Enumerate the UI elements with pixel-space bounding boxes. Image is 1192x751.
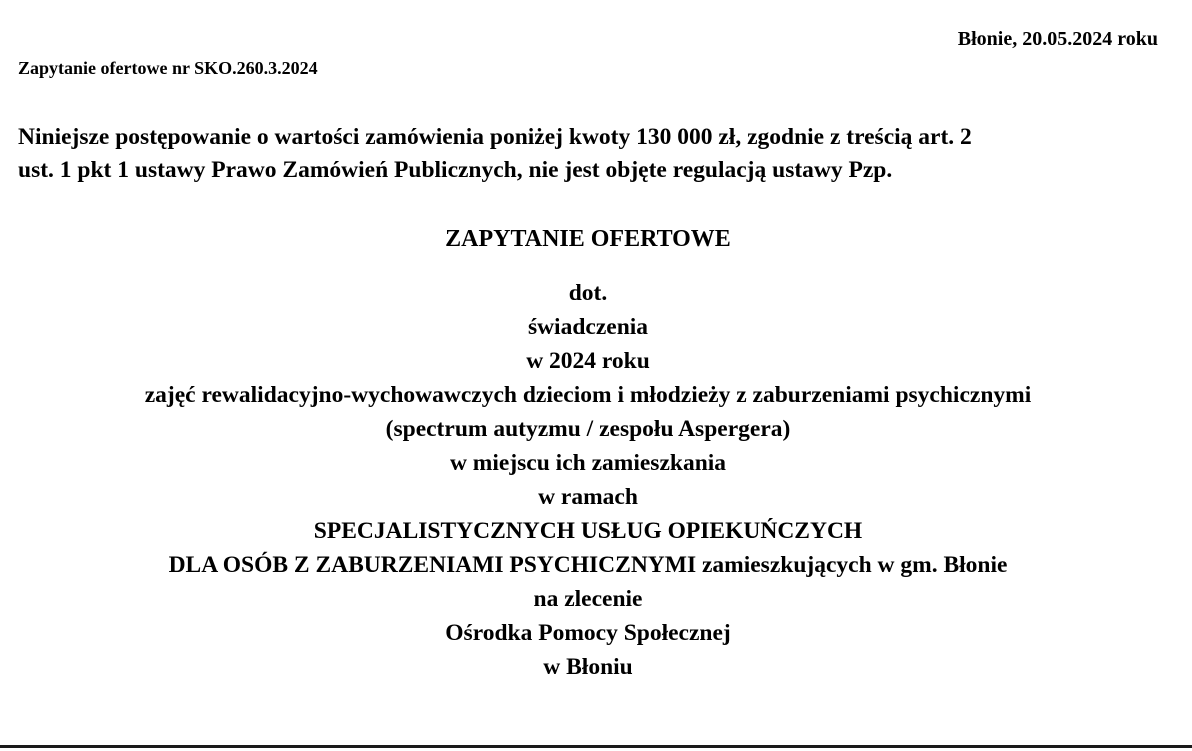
subject-block — [0, 276, 1176, 684]
subject-line-dot: dot. — [568, 280, 608, 306]
reference-number: Zapytanie ofertowe nr SKO.260.3.2024 — [18, 58, 318, 78]
intro-line-2: ust. 1 pkt 1 ustawy Prawo Zamówień Publicznych, nie jest objęte regulacją ustawy Pzp. — [18, 157, 893, 183]
document-date: Błonie, 20.05.2024 roku — [957, 28, 1158, 50]
subject-line-year: w 2024 roku — [526, 348, 650, 374]
subject-line-service: świadczenia — [527, 314, 649, 340]
subject-line-center: Ośrodka Pomocy Społecznej — [445, 620, 731, 646]
subject-line-town: w Błoniu — [543, 654, 633, 680]
subject-line-within: w ramach — [538, 484, 638, 510]
subject-line-services: SPECJALISTYCZNYCH USŁUG OPIEKUŃCZYCH — [313, 518, 863, 544]
subject-line-persons-rest: zamieszkujących w gm. Błonie — [701, 552, 1008, 578]
subject-line-spectrum: (spectrum autyzmu / zespołu Aspergera) — [385, 416, 791, 442]
intro-line-1: Niniejsze postępowanie o wartości zamówienia poniżej kwoty 130 000 zł, zgodnie z treścią art. 2 — [18, 124, 972, 150]
subject-line-place: w miejscu ich zamieszkania — [449, 450, 727, 476]
intro-paragraph — [18, 121, 1163, 187]
document-title: ZAPYTANIE OFERTOWE — [445, 226, 731, 252]
subject-line-persons-caps: DLA OSÓB Z ZABURZENIAMI PSYCHICZNYMI — [168, 552, 697, 578]
subject-line-persons — [0, 548, 1176, 582]
subject-line-commission: na zlecenie — [533, 586, 643, 612]
subject-line-classes: zajęć rewalidacyjno-wychowawczych dzieciom i młodzieży z zaburzeniami psychicznymi — [144, 382, 1032, 408]
bottom-divider — [0, 745, 1192, 748]
